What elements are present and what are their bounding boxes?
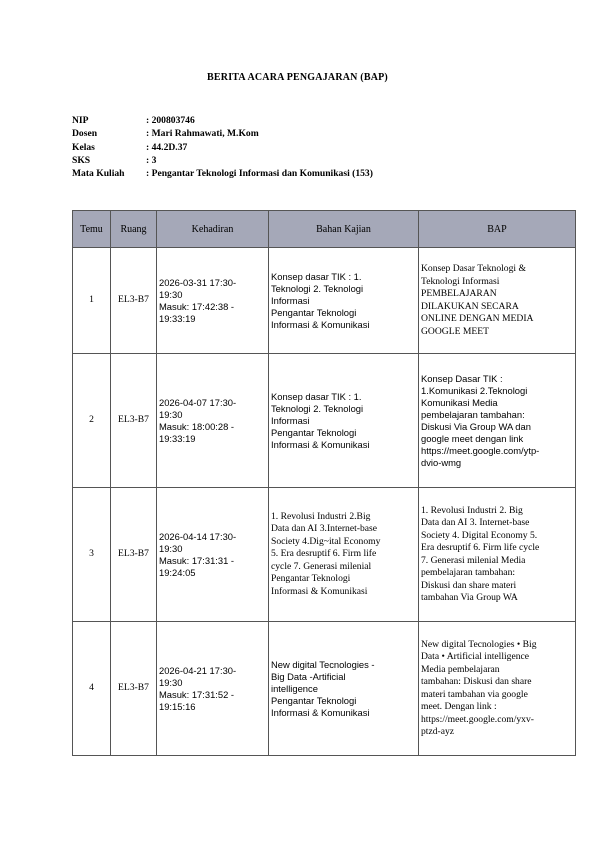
table-row <box>73 488 576 622</box>
cell-bap: Konsep Dasar Teknologi & Teknologi Informasi PEMBELAJARAN DILAKUKAN SECARA ONLINE DENGAN MEDIA GOOGLE MEET <box>419 248 576 354</box>
cell-ruang: EL3-B7 <box>111 488 157 622</box>
meta-kelas <box>72 141 373 154</box>
header-temu: Temu <box>73 211 111 248</box>
meta-nip <box>72 114 373 127</box>
cell-bap: New digital Tecnologies • Big Data • Artificial intelligence Media pembelajaran tambahan: Diskusi dan share materi tambahan via google meet. Dengan link : https://meet.google.com/yxv- ptzd-ayz <box>419 622 576 756</box>
table-row <box>73 354 576 488</box>
cell-ruang: EL3-B7 <box>111 354 157 488</box>
cell-temu: 1 <box>73 248 111 354</box>
cell-kehadiran: 2026-04-21 17:30- 19:30 Masuk: 17:31:52 - 19:15:16 <box>157 622 269 756</box>
meta-value: : 200803746 <box>146 115 195 126</box>
header-kehadiran: Kehadiran <box>157 211 269 248</box>
meta-label: Dosen <box>72 128 98 140</box>
cell-kehadiran: 2026-04-14 17:30- 19:30 Masuk: 17:31:31 - 19:24:05 <box>157 488 269 622</box>
cell-bahan-kajian: Konsep dasar TIK : 1. Teknologi 2. Teknologi Informasi Pengantar Teknologi Informasi & Komunikasi <box>269 354 419 488</box>
table-row <box>73 622 576 756</box>
header-bap: BAP <box>419 211 576 248</box>
meta-value: : Pengantar Teknologi Informasi dan Komunikasi (153) <box>146 168 373 180</box>
header-bahan-kajian: Bahan Kajian <box>269 211 419 248</box>
meta-dosen <box>72 127 373 140</box>
cell-temu: 4 <box>73 622 111 756</box>
cell-ruang: EL3-B7 <box>111 622 157 756</box>
bap-table <box>72 210 576 756</box>
cell-bap: Konsep Dasar TIK : 1.Komunikasi 2.Teknologi Komunikasi Media pembelajaran tambahan: Diskusi Via Group WA dan google meet dengan link https://meet.google.com/ytp- dvio-wmg <box>419 354 576 488</box>
table-row <box>73 248 576 354</box>
meta-value: : 44.2D.37 <box>146 141 188 153</box>
cell-temu: 2 <box>73 354 111 488</box>
meta-label: Mata Kuliah <box>72 168 125 180</box>
cell-kehadiran: 2026-04-07 17:30- 19:30 Masuk: 18:00:28 - 19:33:19 <box>157 354 269 488</box>
cell-bahan-kajian: 1. Revolusi Industri 2.Big Data dan AI 3.Internet-base Society 4.Dig~ital Economy 5. Era desruptif 6. Firm life cycle 7. Generasi milenial Pengantar Teknologi Informasi & Komunikasi <box>269 488 419 622</box>
cell-bahan-kajian: Konsep dasar TIK : 1. Teknologi 2. Teknologi Informasi Pengantar Teknologi Informasi & Komunikasi <box>269 248 419 354</box>
meta-label: NIP <box>72 115 89 126</box>
cell-bahan-kajian: New digital Tecnologies - Big Data -Artificial intelligence Pengantar Teknologi Informasi & Komunikasi <box>269 622 419 756</box>
cell-ruang: EL3-B7 <box>111 248 157 354</box>
meta-value: : Mari Rahmawati, M.Kom <box>146 128 259 140</box>
lecture-info <box>72 114 373 180</box>
document-title: BERITA ACARA PENGAJARAN (BAP) <box>207 72 388 83</box>
cell-bap: 1. Revolusi Industri 2. Big Data dan AI 3. Internet-base Society 4. Digital Economy 5. Era desruptif 6. Firm life cycle 7. Generasi milenial Media pembelajaran tambahan: Diskusi dan share materi tambahan Via Group WA <box>419 488 576 622</box>
meta-label: SKS <box>72 154 91 166</box>
meta-label: Kelas <box>72 141 95 153</box>
header-ruang: Ruang <box>111 211 157 248</box>
table-header-row <box>73 211 576 248</box>
cell-temu: 3 <box>73 488 111 622</box>
meta-mata-kuliah <box>72 167 373 180</box>
cell-kehadiran: 2026-03-31 17:30- 19:30 Masuk: 17:42:38 - 19:33:19 <box>157 248 269 354</box>
meta-value: : 3 <box>146 154 157 166</box>
meta-sks <box>72 154 373 167</box>
